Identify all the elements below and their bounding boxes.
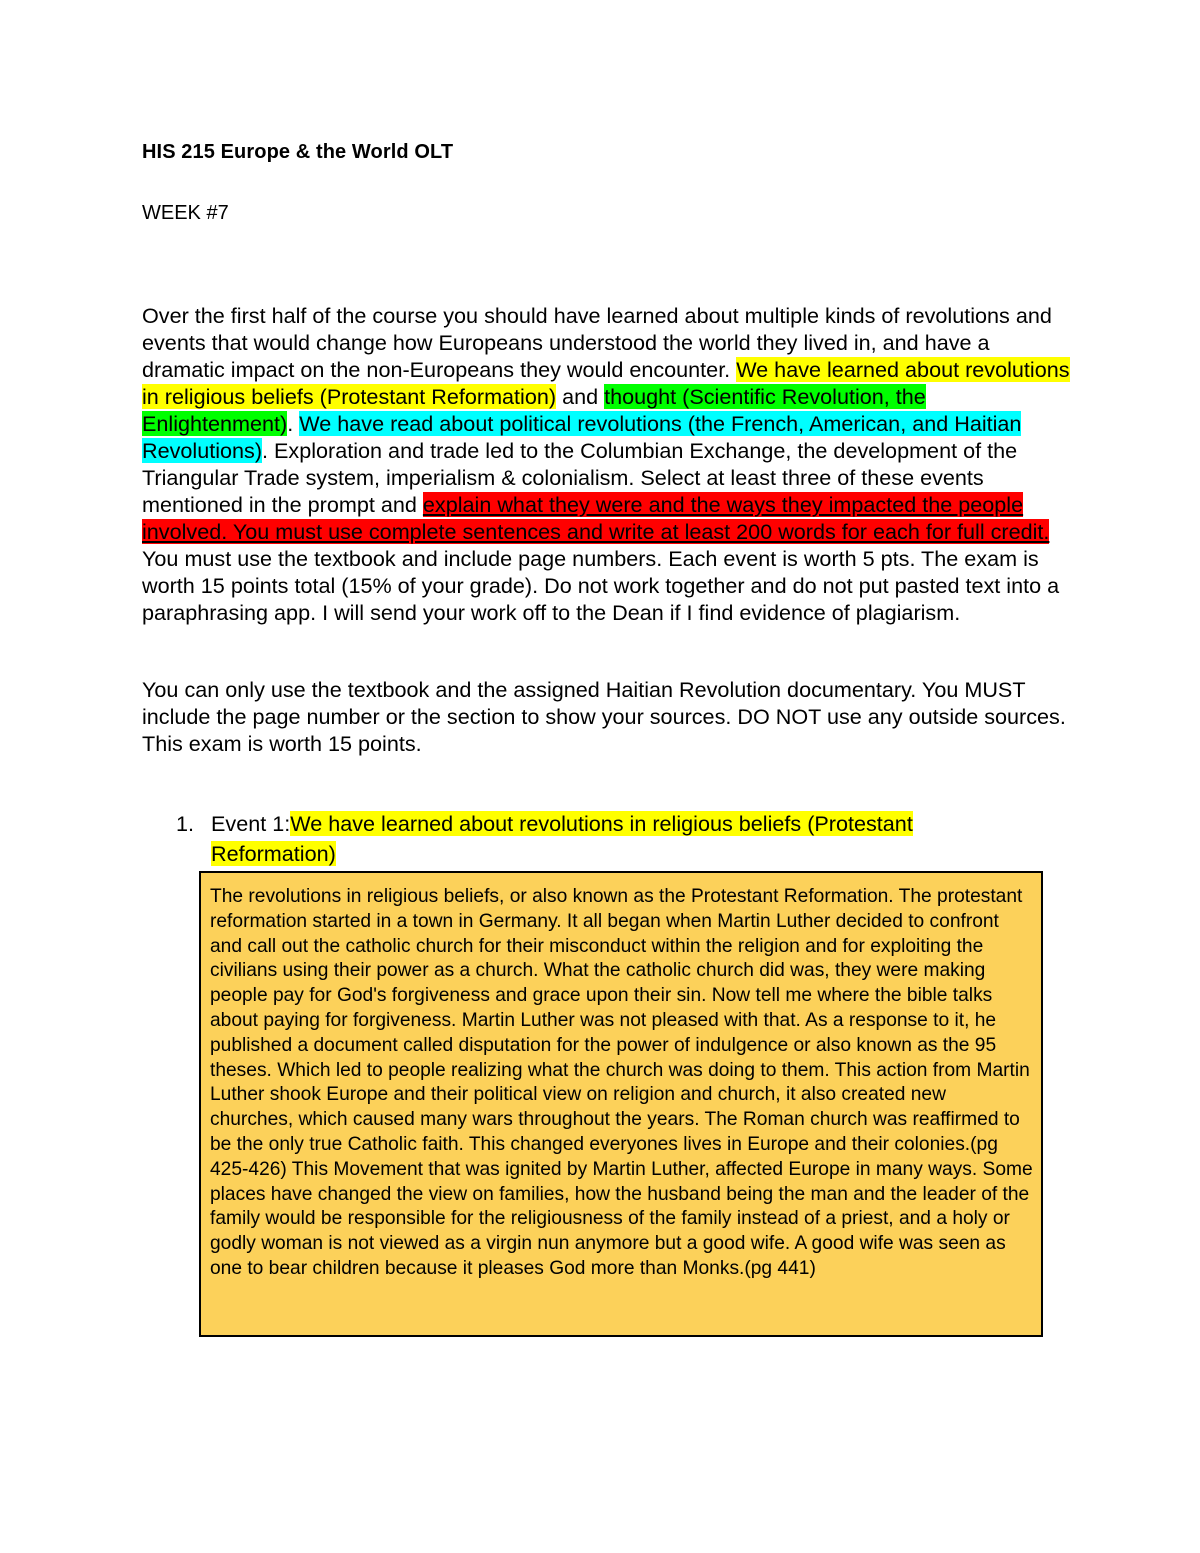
instructions-text: . — [287, 411, 300, 436]
instructions-text: and — [556, 384, 605, 409]
sources-paragraph: You can only use the textbook and the assigned Haitian Revolution documentary. You MUST include the page number or the section to show your sources. DO NOT use any outside sources. This exam is worth 15 points. — [142, 677, 1066, 756]
event-highlight: We have learned about revolutions in religious beliefs (Protestant Reformation) — [211, 811, 913, 866]
highlight-thought: thought (Scientific Revolution, the Enlightenment) — [142, 384, 926, 436]
week-label: WEEK #7 — [142, 202, 229, 224]
highlight-requirements: explain what they were and the ways they impacted the people involved. You must use complete sentences and write at least 200 words for each for full credit. — [142, 492, 1050, 544]
event-prefix: Event 1: — [211, 811, 291, 836]
answer-text-box[interactable] — [199, 871, 1043, 1337]
event-heading — [211, 809, 991, 869]
highlight-religious-beliefs: We have learned about revolutions in religious beliefs (Protestant Reformation) — [142, 357, 1070, 409]
instructions-text: Over the first half of the course you should have learned about multiple kinds of revolutions and events that would change how Europeans understood the world they lived in, and have a dramatic impact on the non-Europeans they would encounter. — [142, 303, 1052, 382]
answer-text: The revolutions in religious beliefs, or also known as the Protestant Reformation. The protestant reformation started in a town in Germany. It all began when Martin Luther decided to confront and call out the catholic church for their misconduct within the religion and for exploiting the civilians using their power as a church. What the catholic church did was, they were making people pay for God's forgiveness and grace upon their sin. Now tell me where the bible talks about paying for forgiveness. Martin Luther was not pleased with that. As a response to it, he published a document called disputation for the power of indulgence or also known as the 95 theses. Which led to people realizing what the church was doing to them. This action from Martin Luther shook Europe and their political view on religion and church, it also created new churches, which caused many wars throughout the years. The Roman church was reaffirmed to be the only true Catholic faith. This changed everyones lives in Europe and their colonies.(pg 425-426) This Movement that was ignited by Martin Luther, affected Europe in many ways. Some places have changed the view on families, how the husband being the man and the leader of the family would be responsible for the religiousness of the family instead of a priest, and a holy or godly woman is not viewed as a virgin nun anymore but a good wife. A good wife was seen as one to bear children because it pleases God more than Monks.(pg 441) — [210, 886, 1033, 1279]
highlight-political-revolutions: We have read about political revolutions (the French, American, and Haitian Revolutions) — [142, 411, 1022, 463]
instructions-text: You must use the textbook and include page numbers. Each event is worth 5 pts. The exam is worth 15 points total (15% of your grade). Do not work together and do not put pasted text into a paraphrasing app. I will send your work off to the Dean if I find evidence of plagiarism. — [142, 546, 1060, 625]
instructions-text: . Exploration and trade led to the Columbian Exchange, the development of the Triangular Trade system, imperialism & colonialism. Select at least three of these events mentioned in the prompt and — [142, 438, 1018, 517]
document-title: HIS 215 Europe & the World OLT — [142, 141, 454, 163]
list-number: 1. — [176, 811, 195, 836]
instructions-paragraph — [142, 302, 1072, 626]
